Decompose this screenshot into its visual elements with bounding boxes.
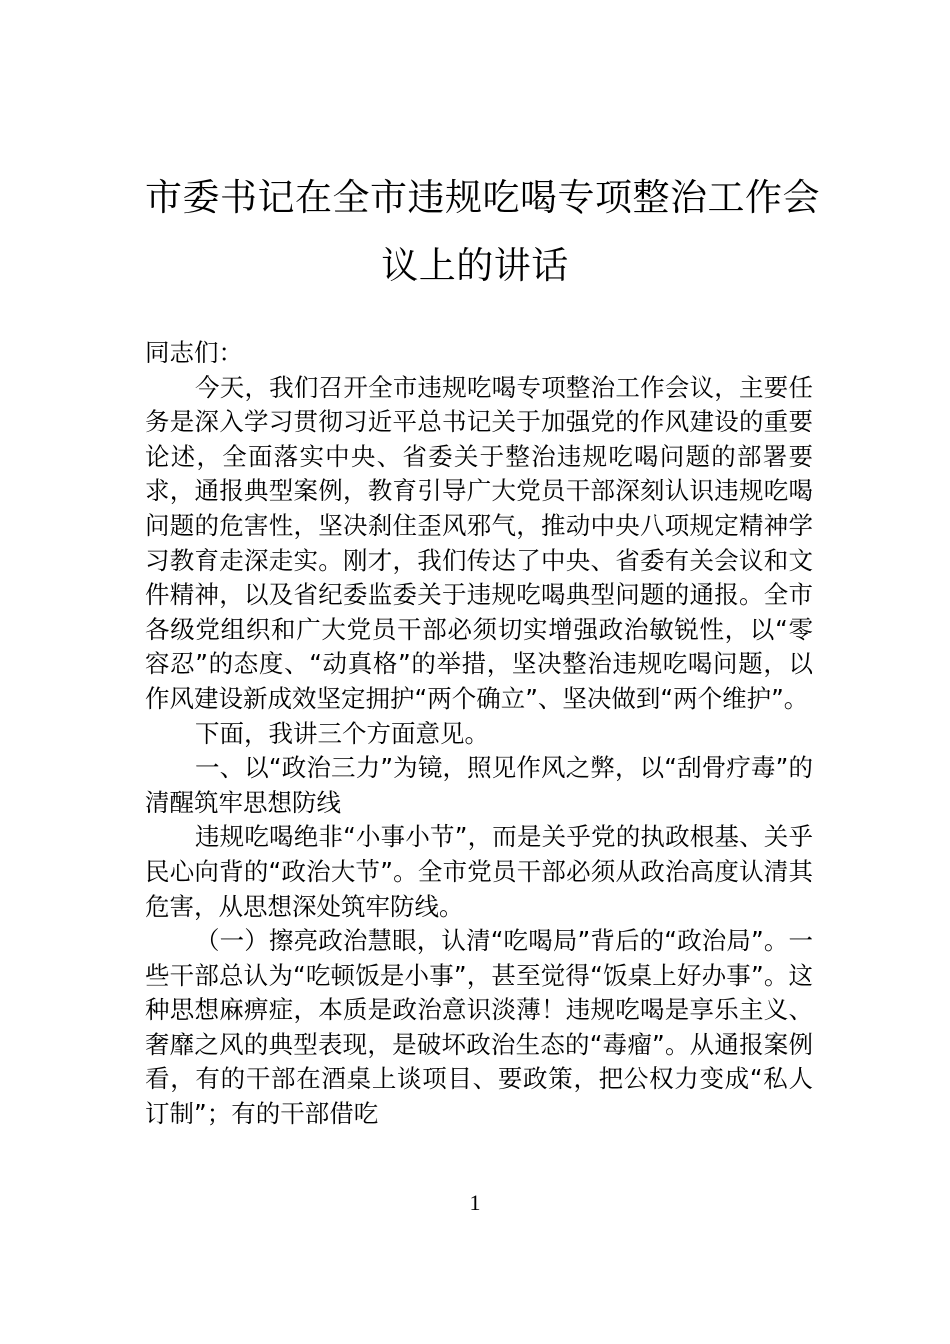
document-body (145, 336, 813, 1132)
section-heading-1: 一、以“政治三力”为镜，照见作风之弊，以“刮骨疗毒”的清醒筑牢思想防线 (145, 753, 813, 817)
document-title-line-2: 议上的讲话 (381, 244, 569, 287)
paragraph-outline: 下面，我讲三个方面意见。 (195, 718, 489, 748)
paragraph-section-1: 违规吃喝绝非“小事小节”，而是关乎党的执政根基、关乎民心向背的“政治大节”。全市党员干部必须从政治高度认清其危害，从思想深处筑牢防线。 (145, 822, 813, 921)
paragraph-intro: 今天，我们召开全市违规吃喝专项整治工作会议，主要任务是深入学习贯彻习近平总书记关于加强党的作风建设的重要论述，全面落实中央、省委关于整治违规吃喝问题的部署要求，通报典型案例，教育引导广大党员干部深刻认识违规吃喝问题的危害性，坚决刹住歪风邪气，推动中央八项规定精神学习教育走深走实。刚才，我们传达了中央、省委有关会议和文件精神，以及省纪委监委关于违规吃喝典型问题的通报。全市各级党组织和广大党员干部必须切实增强政治敏锐性，以“零容忍”的态度、“动真格”的举措，坚决整治违规吃喝问题，以作风建设新成效坚定拥护“两个确立”、坚决做到“两个维护”。 (145, 372, 813, 713)
page-number: 1 (469, 1190, 481, 1215)
document-title-line-1: 市委书记在全市违规吃喝专项整治工作会 (145, 176, 820, 219)
salutation: 同志们： (145, 338, 243, 367)
paragraph-subsection-1: （一）擦亮政治慧眼，认清“吃喝局”背后的“政治局”。一些干部总认为“吃顿饭是小事”，甚至觉得“饭桌上好办事”。这种思想麻痹症，本质是政治意识淡薄！违规吃喝是享乐主义、奢靡之风的典型表现，是破坏政治生态的“毒瘤”。从通报案例看，有的干部在酒桌上谈项目、要政策，把公权力变成“私人订制”；有的干部借吃 (145, 926, 813, 1129)
